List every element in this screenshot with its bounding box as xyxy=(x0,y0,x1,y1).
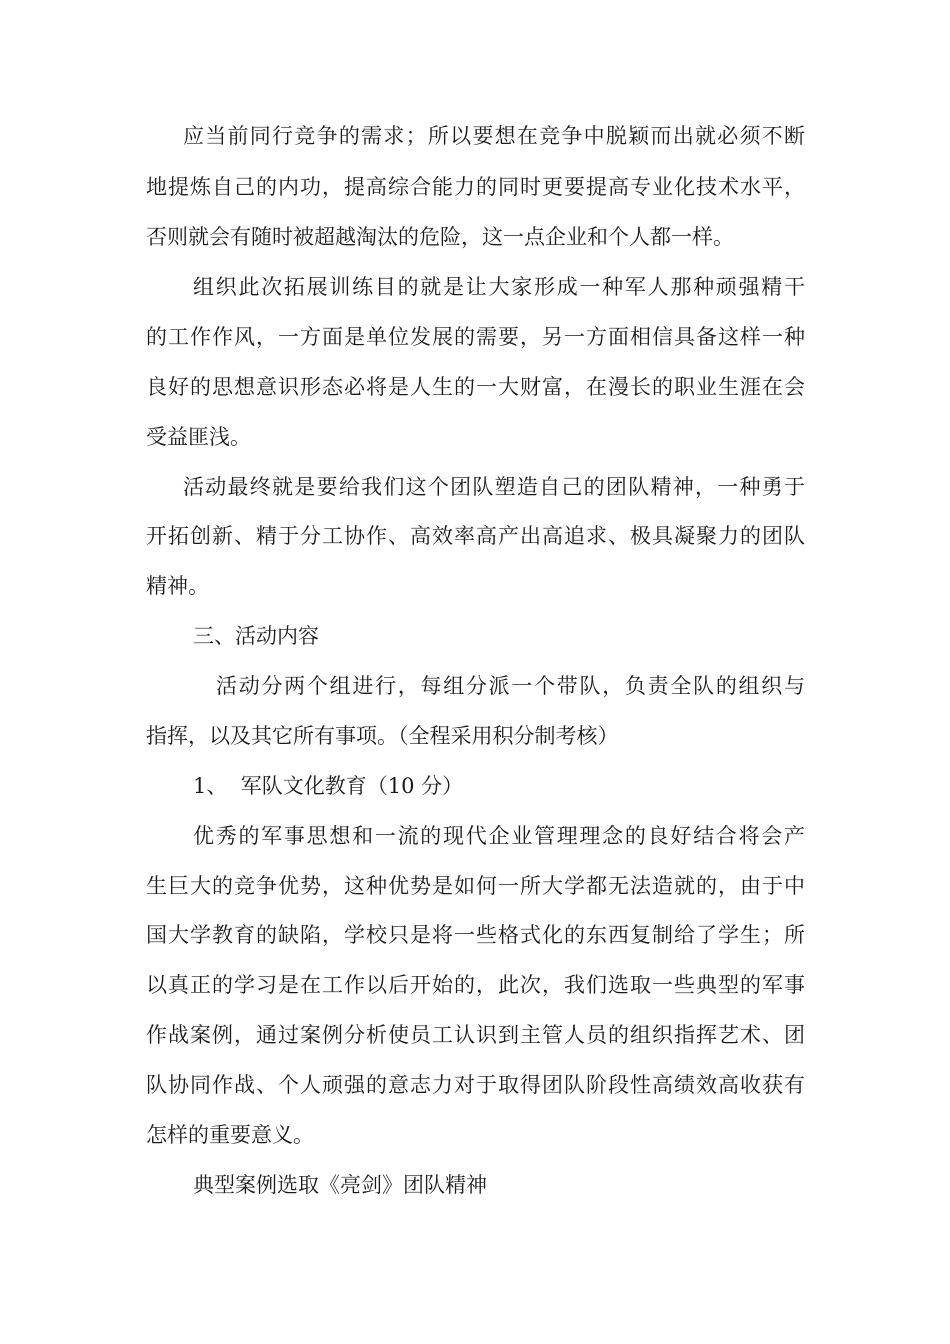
paragraph-7-line-4: 以真正的学习是在工作以后开始的，此次，我们选取一些典型的军事 xyxy=(146,973,805,997)
section-heading-activity-content: 三、活动内容 xyxy=(193,624,319,648)
paragraph-7-line-3: 国大学教育的缺陷，学校只是将一些格式化的东西复制给了学生；所 xyxy=(146,923,805,947)
paragraph-7-line-5: 作战案例，通过案例分析使员工认识到主管人员的组织指挥艺术、团 xyxy=(146,1023,805,1047)
paragraph-7-line-1: 优秀的军事思想和一流的现代企业管理理念的良好结合将会产 xyxy=(193,824,805,848)
paragraph-7-line-6: 队协同作战、个人顽强的意志力对于取得团队阶段性高绩效高收获有 xyxy=(146,1073,805,1097)
paragraph-5-line-1: 活动分两个组进行，每组分派一个带队，负责全队的组织与 xyxy=(216,674,805,698)
paragraph-5-line-2: 指挥，以及其它所有事项。（全程采用积分制考核） xyxy=(146,724,619,748)
paragraph-7-line-7: 怎样的重要意义。 xyxy=(146,1123,314,1147)
paragraph-1-line-1: 应当前同行竞争的需求；所以要想在竞争中脱颖而出就必须不断 xyxy=(183,124,805,148)
paragraph-1-line-2: 地提炼自己的内功，提高综合能力的同时更要提高专业化技术水平， xyxy=(146,175,805,199)
paragraph-2-line-3: 良好的思想意识形态必将是人生的一大财富，在漫长的职业生涯在会 xyxy=(146,375,805,399)
paragraph-2-line-1: 组织此次拓展训练目的就是让大家形成一种军人那种顽强精干 xyxy=(193,275,805,299)
typical-case-line: 典型案例选取《亮剑》团队精神 xyxy=(193,1173,487,1197)
paragraph-2-line-4: 受益匪浅。 xyxy=(146,425,251,449)
paragraph-3-line-3: 精神。 xyxy=(146,574,209,598)
paragraph-2-line-2: 的工作作风，一方面是单位发展的需要，另一方面相信具备这样一种 xyxy=(146,325,805,349)
numbered-item-military-culture: 1、 军队文化教育（10 分） xyxy=(193,774,464,798)
paragraph-1-line-3: 否则就会有随时被超越淘汰的危险，这一点企业和个人都一样。 xyxy=(146,225,734,249)
paragraph-3-line-1: 活动最终就是要给我们这个团队塑造自己的团队精神，一种勇于 xyxy=(183,475,805,499)
paragraph-3-line-2: 开拓创新、精于分工协作、高效率高产出高追求、极具凝聚力的团队 xyxy=(146,524,805,548)
paragraph-7-line-2: 生巨大的竞争优势，这种优势是如何一所大学都无法造就的，由于中 xyxy=(146,874,805,898)
